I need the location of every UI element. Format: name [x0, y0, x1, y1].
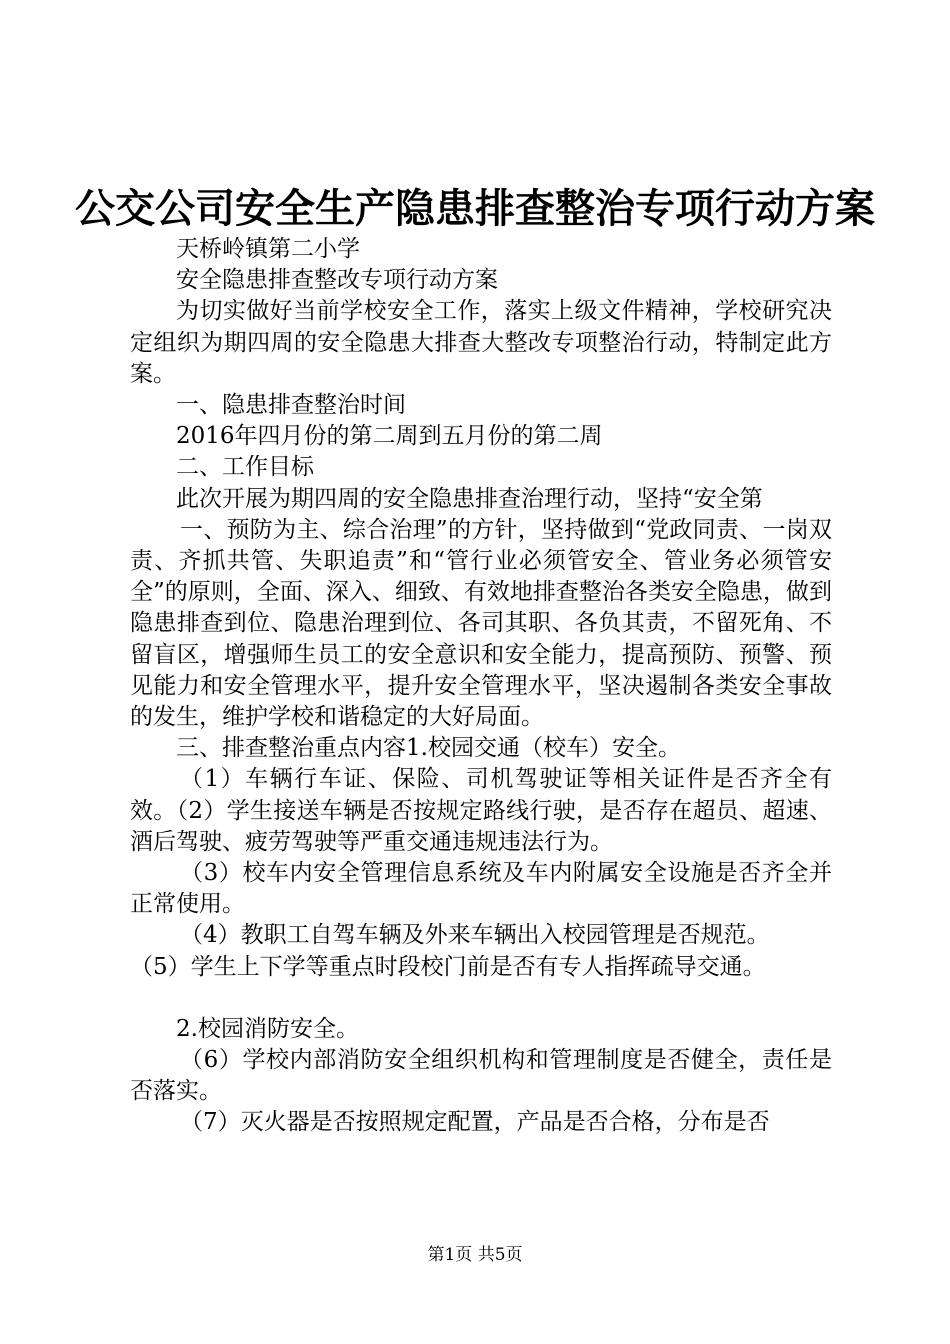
- paragraph-plan-name: 安全隐患排查整改专项行动方案: [176, 267, 498, 294]
- paragraph-goal-intro: 此次开展为期四周的安全隐患排查治理行动，坚持“安全第: [176, 485, 763, 512]
- heading-section-1: 一、隐患排查整治时间: [176, 392, 406, 419]
- paragraph-school-name: 天桥岭镇第二小学: [176, 236, 360, 262]
- heading-fire-safety: 2.校园消防安全。: [176, 1015, 359, 1042]
- page-footer: 第1页 共5页: [427, 1245, 523, 1265]
- paragraph-intro: 为切实做好当前学校安全工作，落实上级文件精神，学校研究决定组织为期四周的安全隐患大排查大整改专项整治行动，特制定此方案。: [130, 298, 832, 387]
- paragraph-item-7: （7）灭火器是否按照规定配置，产品是否合格，分布是否: [180, 1109, 770, 1136]
- paragraph-goal-detail: 一、预防为主、综合治理”的方针，坚持做到“党政同责、一岗双责、齐抓共管、失职追责”和“管行业必须管安全、管业务必须管安全”的原则，全面、深入、细致、有效地排查整治各类安全隐患，做到隐患排查到位、隐患治理到位、各司其职、各负其责，不留死角、不留盲区，增强师生员工的安全意识和安全能力，提高预防、预警、预见能力和安全管理水平，提升安全管理水平，坚决遏制各类安全事故的发生，维护学校和谐稳定的大好局面。: [130, 516, 832, 731]
- paragraph-item-6: （6）学校内部消防安全组织机构和管理制度是否健全，责任是否落实。: [130, 1047, 832, 1105]
- paragraph-item-5: （5）学生上下学等重点时段校门前是否有专人指挥疏导交通。: [130, 953, 766, 980]
- heading-section-2: 二、工作目标: [176, 454, 314, 481]
- paragraph-item-3: （3）校车内安全管理信息系统及车内附属安全设施是否齐全并正常使用。: [130, 860, 832, 918]
- heading-section-3: 三、排查整治重点内容1.校园交通（校车）安全。: [176, 735, 681, 762]
- document-body: [130, 234, 832, 1139]
- paragraph-item-4: （4）教职工自驾车辆及外来车辆出入校园管理是否规范。: [180, 922, 770, 949]
- paragraph-time: 2016年四月份的第二周到五月份的第二周: [176, 423, 603, 450]
- document-title: 公交公司安全生产隐患排查整治专项行动方案: [75, 186, 875, 232]
- paragraph-item-1-2: （1）车辆行车证、保险、司机驾驶证等相关证件是否齐全有效。（2）学生接送车辆是否按规定路线行驶，是否存在超员、超速、酒后驾驶、疲劳驾驶等严重交通违规违法行为。: [130, 766, 832, 855]
